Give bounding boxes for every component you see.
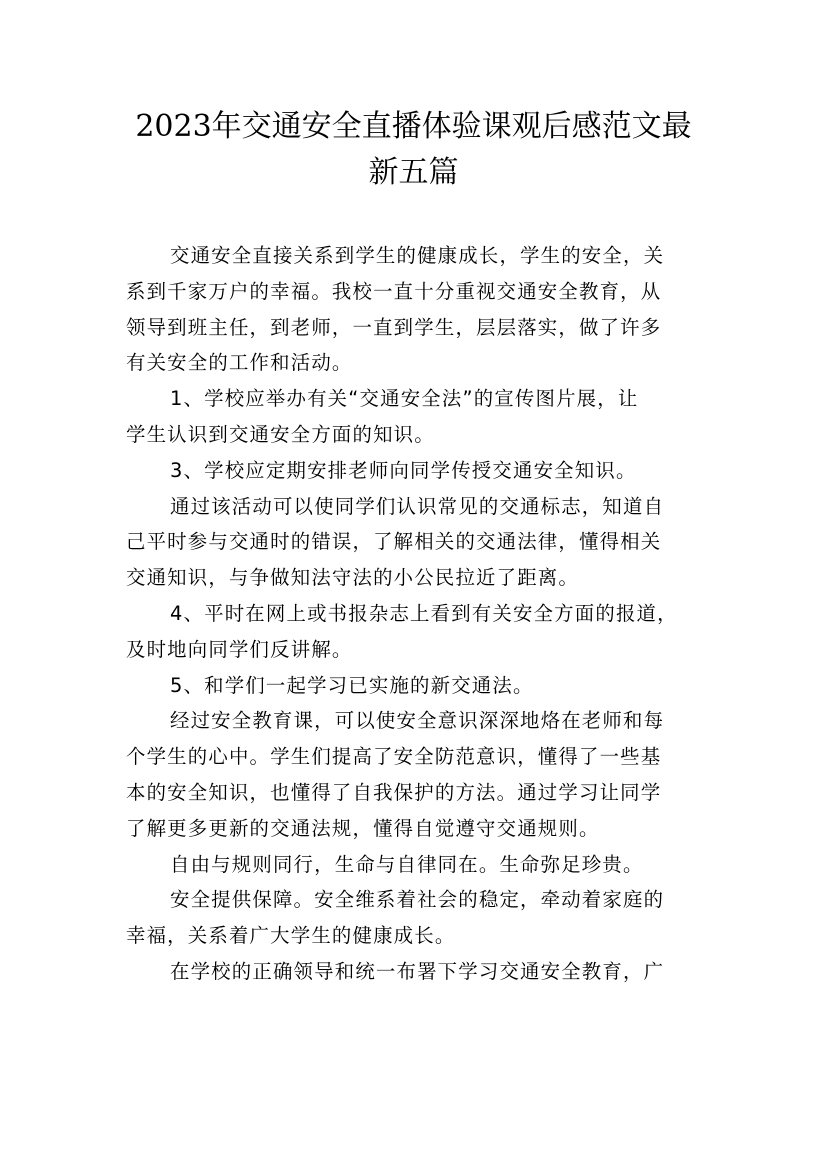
paragraph-line: 本的安全知识，也懂得了自我保护的方法。通过学习让同学 <box>126 780 662 804</box>
paragraph-line: 交通安全直接关系到学生的健康成长，学生的安全，关 <box>170 244 665 267</box>
paragraph-line: 通过该活动可以使同学们认识常见的交通标志，知道自 <box>170 494 665 518</box>
paragraph-line: 个学生的心中。学生们提高了安全防范意识，懂得了一些基 <box>126 745 662 769</box>
paragraph-line: 领导到班主任，到老师，一直到学生，层层落实，做了许多 <box>126 315 662 339</box>
document-title <box>100 104 727 196</box>
paragraph-4 <box>126 489 706 596</box>
paragraph-line: 了解更多更新的交通法规，懂得自觉遵守交通规则。 <box>126 816 600 840</box>
paragraph-line: 己平时参与交通时的错误，了解相关的交通法律，懂得相关 <box>126 530 662 554</box>
paragraph-line: 在学校的正确领导和统一布署下学习交通安全教育，广 <box>170 959 665 983</box>
paragraph-line: 安全提供保障。安全维系着社会的稳定，牵动着家庭的 <box>170 888 665 912</box>
paragraph-8 <box>126 847 706 883</box>
paragraph-7 <box>126 703 706 846</box>
paragraph-line: 交通知识，与争做知法守法的小公民拉近了距离。 <box>126 566 579 590</box>
paragraph-line: 1、学校应举办有关“交通安全法”的宣传图片展，让 <box>170 387 639 411</box>
paragraph-line: 幸福，关系着广大学生的健康成长。 <box>126 924 456 948</box>
paragraph-line: 系到千家万户的幸福。我校一直十分重视交通安全教育，从 <box>126 279 662 303</box>
document-body <box>126 238 706 990</box>
paragraph-3 <box>126 453 706 489</box>
paragraph-line: 自由与规则同行，生命与自律同在。生命弥足珍贵。 <box>170 852 644 876</box>
paragraph-line: 3、学校应定期安排老师向同学传授交通安全知识。 <box>170 458 637 482</box>
title-line-1: 2023年交通安全直播体验课观后感范文最 <box>135 109 692 144</box>
paragraph-5 <box>126 596 706 668</box>
paragraph-6 <box>126 668 706 704</box>
paragraph-line: 有关安全的工作和活动。 <box>126 351 353 375</box>
paragraph-line: 学生认识到交通安全方面的知识。 <box>126 422 435 446</box>
paragraph-line: 4、平时在网上或书报杂志上看到有关安全方面的报道， <box>170 601 678 625</box>
paragraph-9 <box>126 882 706 954</box>
title-line-2: 新五篇 <box>368 155 459 190</box>
paragraph-line: 5、和学们一起学习已实施的新交通法。 <box>170 673 534 697</box>
paragraph-1 <box>126 238 706 381</box>
paragraph-line: 及时地向同学们反讲解。 <box>126 637 353 661</box>
paragraph-line: 经过安全教育课，可以使安全意识深深地烙在老师和每 <box>170 709 665 733</box>
paragraph-2 <box>126 381 706 453</box>
paragraph-10 <box>126 954 706 990</box>
